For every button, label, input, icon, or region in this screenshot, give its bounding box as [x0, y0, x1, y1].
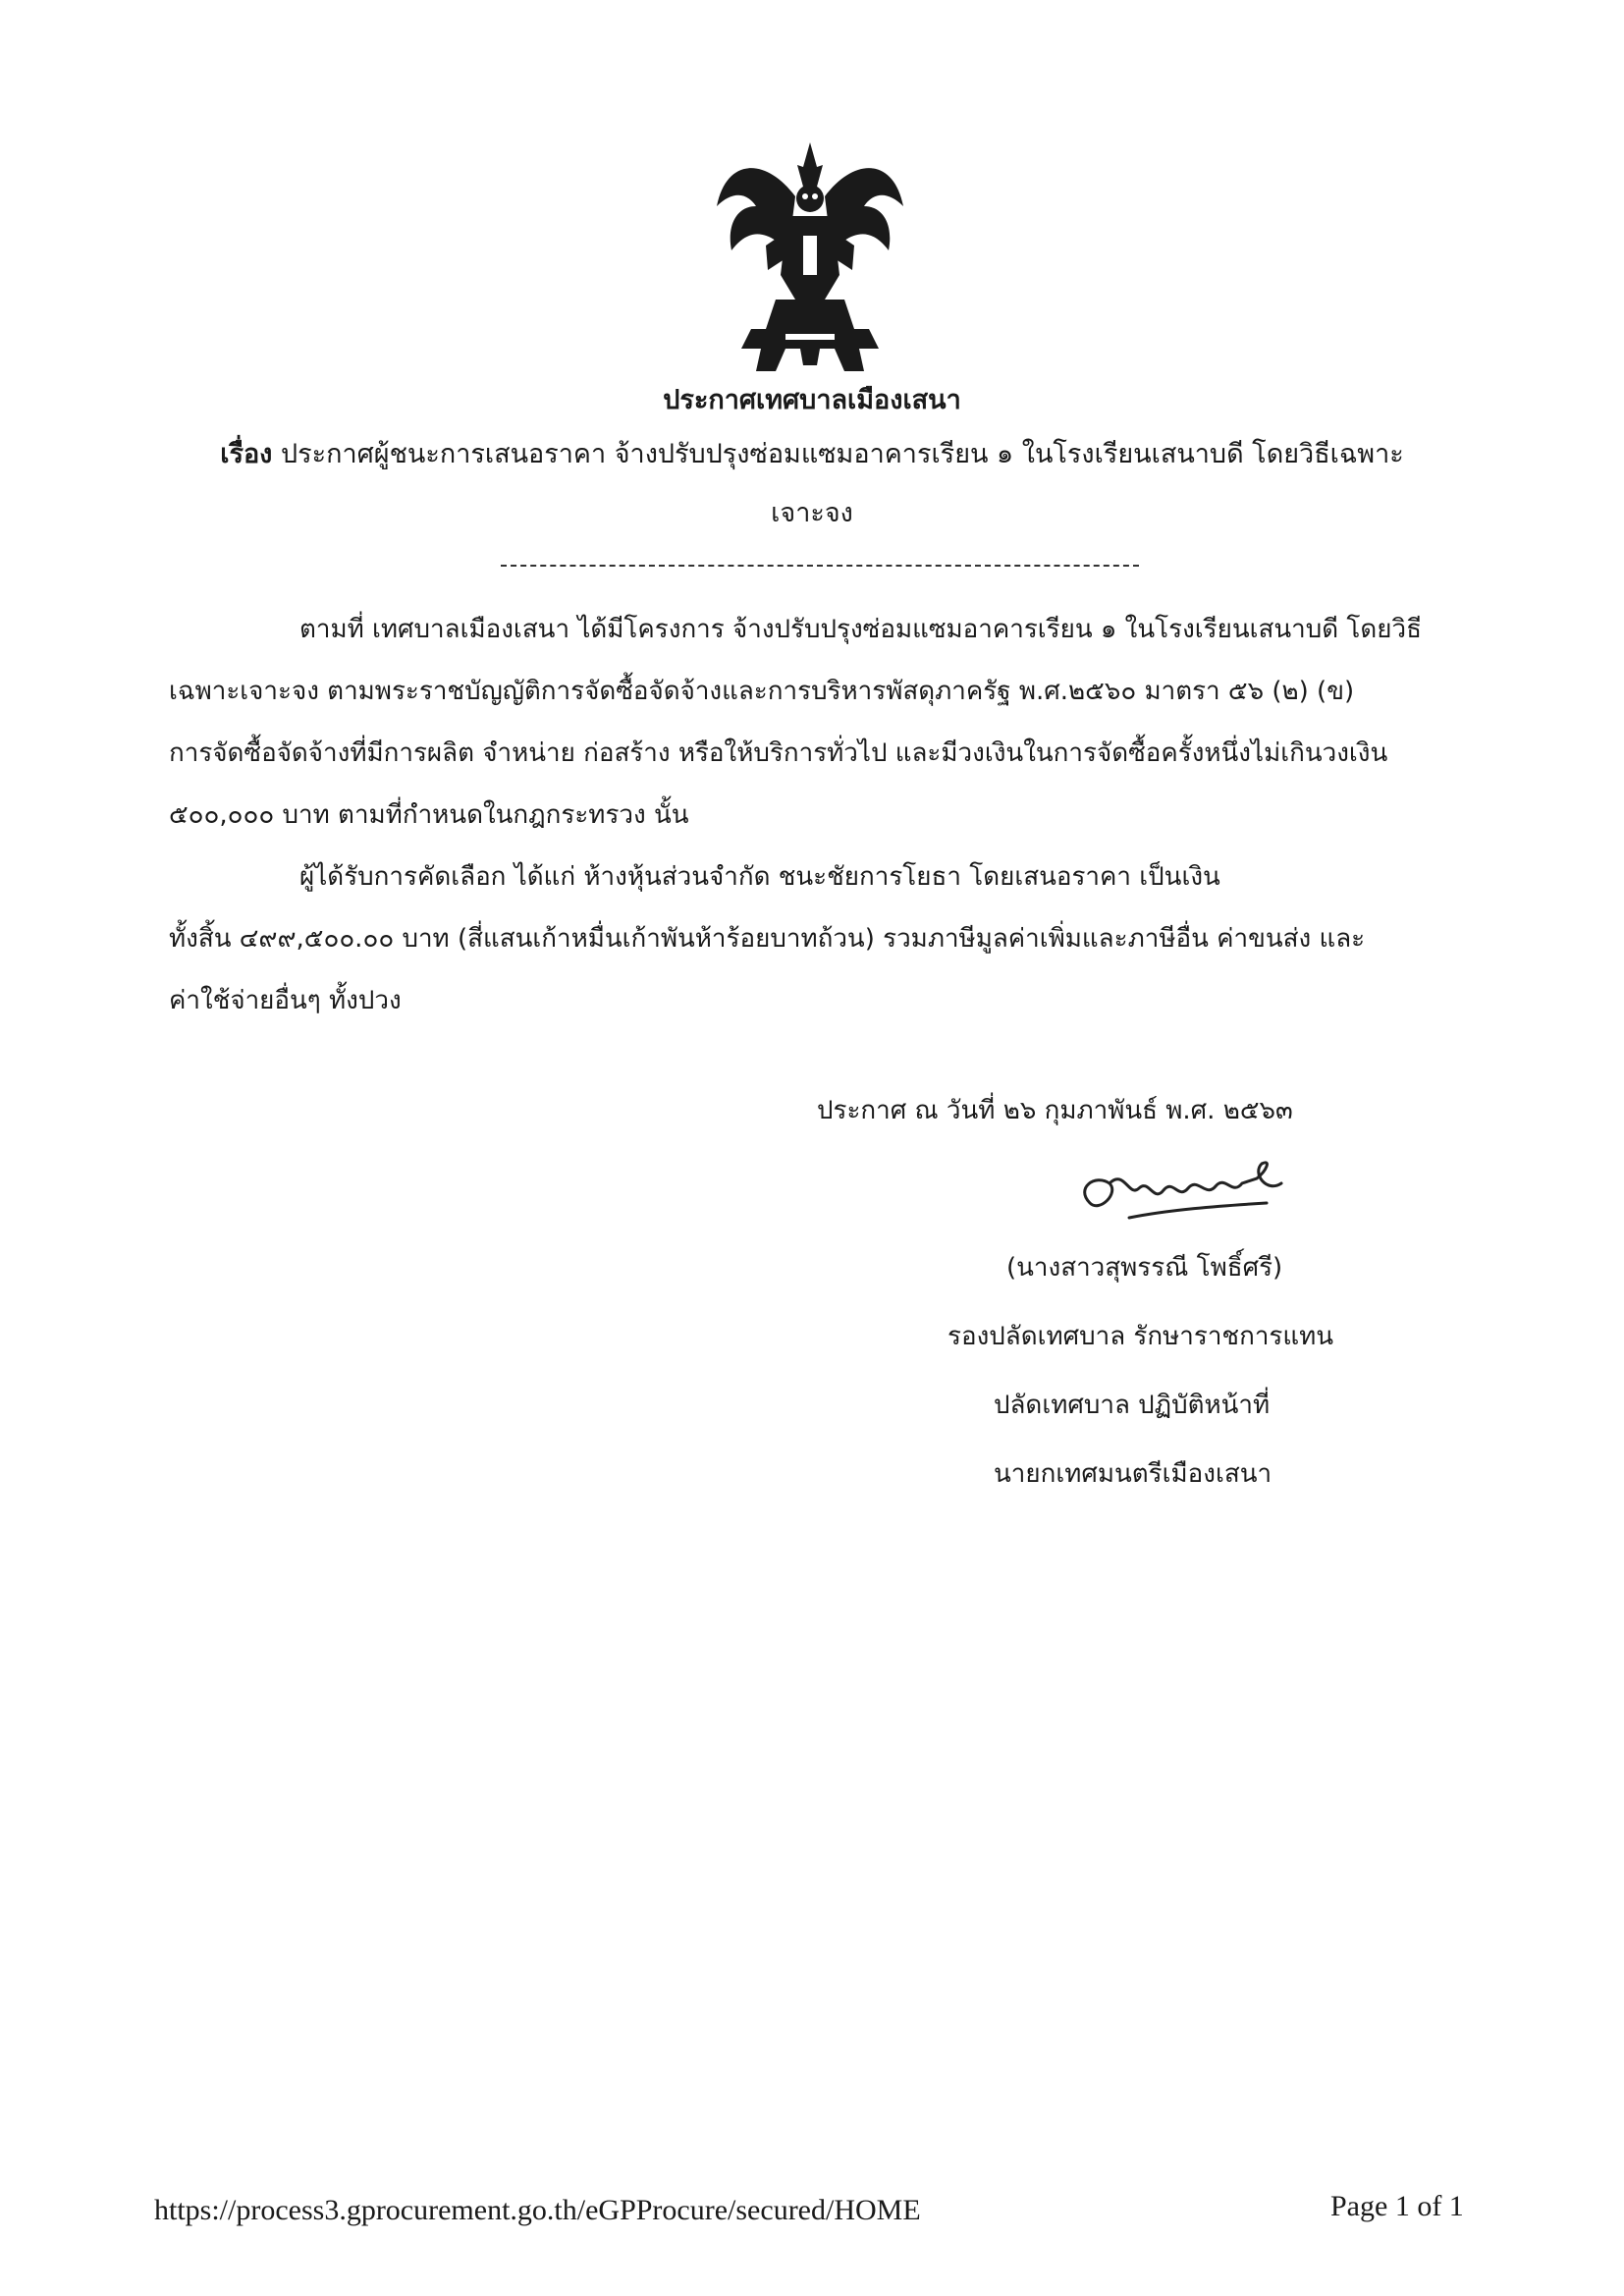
body-p1-line2: เฉพาะเจาะจง ตามพระราชบัญญัติการจัดซื้อจัดจ้างและการบริหารพัสดุภาครัฐ พ.ศ.๒๕๖๐ มาตรา ๕๖ (๒) (ข) [169, 677, 1355, 706]
agency-title: ประกาศเทศบาลเมืองเสนา [663, 385, 961, 415]
subject-line-1 [0, 432, 1624, 474]
body-p1-line3: การจัดซื้อจัดจ้างที่มีการผลิต จำหน่าย ก่อสร้าง หรือให้บริการทั่วไป และมีวงเงินในการจัดซื้อครั้งหนึ่งไม่เกินวงเงิน [169, 738, 1388, 768]
subject-label: เรื่อง [220, 439, 273, 469]
body-p2-line2: ทั้งสิ้น ๔๙๙,๕๐๐.๐๐ บาท (สี่แสนเก้าหมื่นเก้าพันห้าร้อยบาทถ้วน) รวมภาษีมูลค่าเพิ่มและภาษีอื่น ค่าขนส่ง และ [169, 924, 1366, 954]
footer-page-number: Page 1 of 1 [1330, 2190, 1464, 2222]
subject-text: ประกาศผู้ชนะการเสนอราคา จ้างปรับปรุงซ่อมแซมอาคารเรียน ๑ ในโรงเรียนเสนาบดี โดยวิธีเฉพาะ [280, 439, 1404, 469]
signer-name: (นางสาวสุพรรณี โพธิ์ศรี) [1006, 1253, 1283, 1283]
footer-url: https://process3.gprocurement.go.th/eGPProcure/secured/HOME [154, 2194, 921, 2226]
separator-line [501, 565, 1139, 567]
garuda-emblem-icon [707, 137, 913, 373]
body-p1-line4: ๕๐๐,๐๐๐ บาท ตามที่กำหนดในกฎกระทรวง นั้น [169, 800, 689, 830]
subject-line-2: เจาะจง [771, 498, 853, 528]
body-p2-line1: ผู้ได้รับการคัดเลือก ได้แก่ ห้างหุ้นส่วนจำกัด ชนะชัยการโยธา โดยเสนอราคา เป็นเงิน [299, 862, 1220, 892]
signer-title-2: ปลัดเทศบาล ปฏิบัติหน้าที่ [994, 1391, 1271, 1420]
signer-title-1: รองปลัดเทศบาล รักษาราชการแทน [947, 1322, 1334, 1351]
signer-title-3: นายกเทศมนตรีเมืองเสนา [994, 1459, 1272, 1489]
handwritten-signature [1070, 1149, 1306, 1237]
body-p1-line1: ตามที่ เทศบาลเมืองเสนา ได้มีโครงการ จ้างปรับปรุงซ่อมแซมอาคารเรียน ๑ ในโรงเรียนเสนาบดี โดยวิธี [299, 615, 1422, 644]
announcement-date: ประกาศ ณ วันที่ ๒๖ กุมภาพันธ์ พ.ศ. ๒๕๖๓ [817, 1096, 1293, 1125]
body-p2-line3: ค่าใช้จ่ายอื่นๆ ทั้งปวง [169, 986, 402, 1015]
